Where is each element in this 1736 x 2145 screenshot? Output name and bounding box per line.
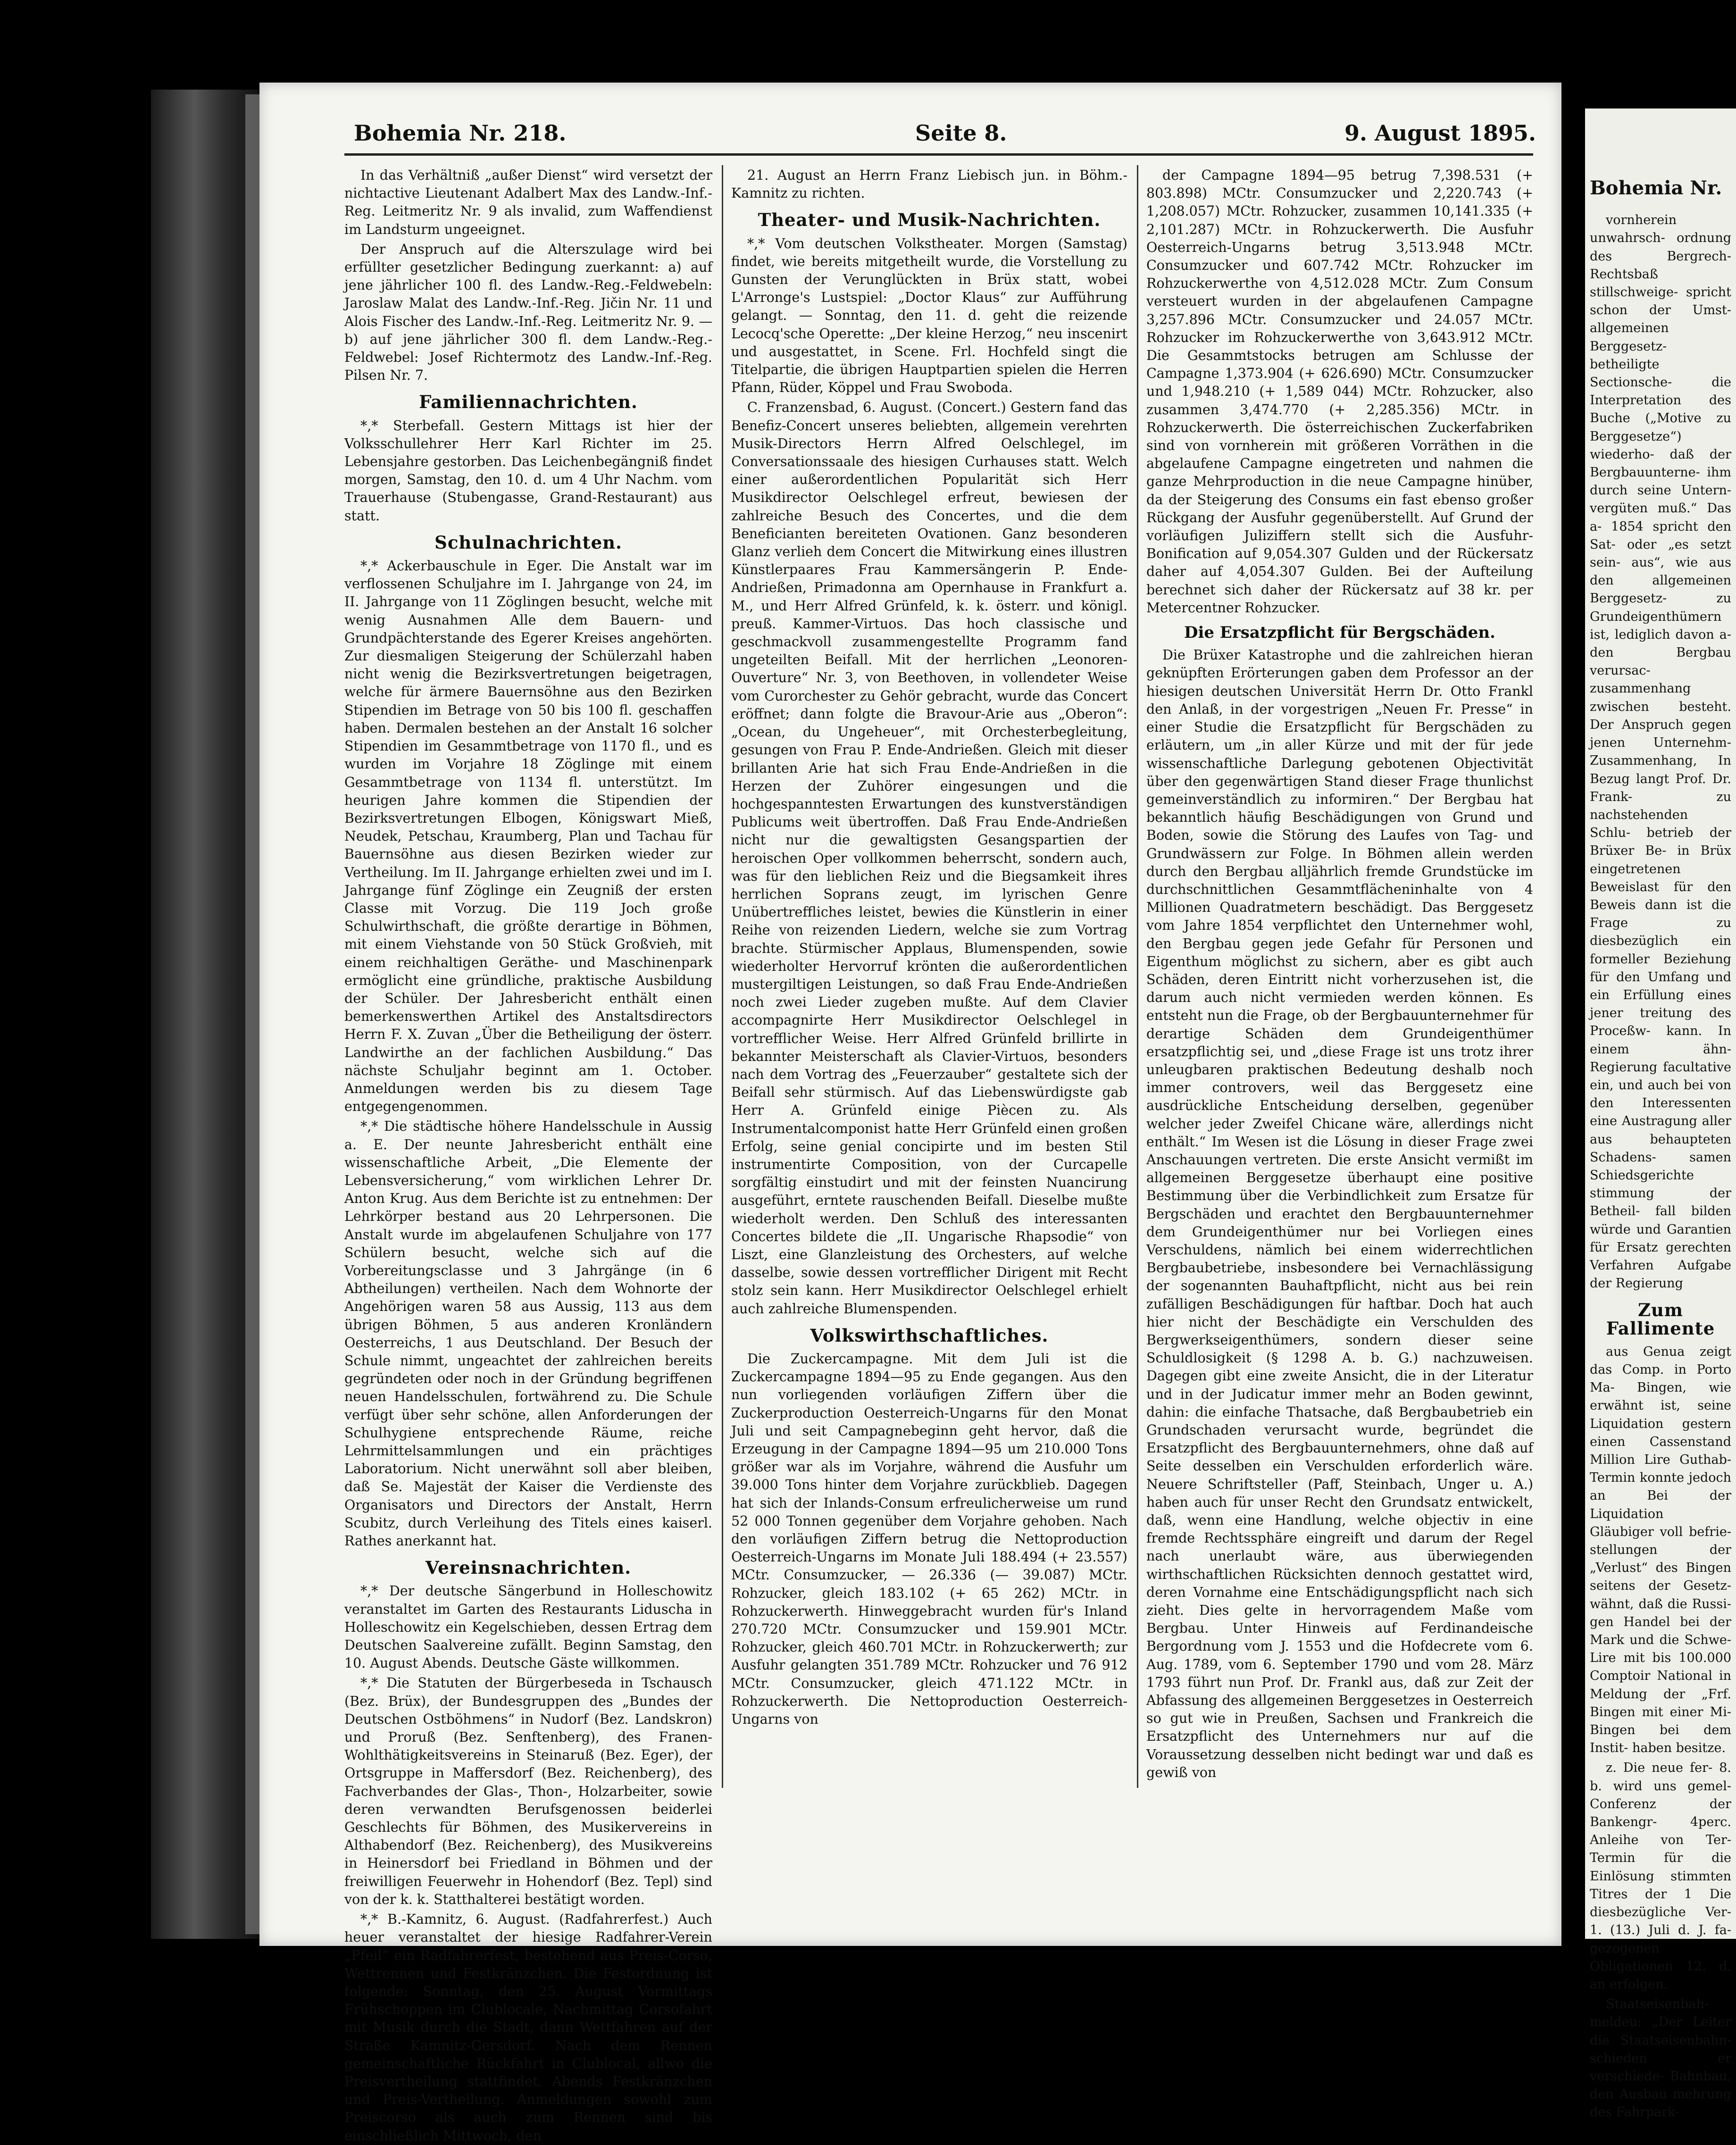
article-paragraph: *,* B.-Kamnitz, 6. August. (Radfahrerfest.) Auch heuer veranstaltet der hiesige Radfahrer-Verein „Pfeil“ ein Radfahrerfest, bestehend aus Preis-Corso, Wettrennen und Festkränzchen. Die Festordnung ist folgende: Sonntag, den 25. August Vormittags Frühschoppen im Clublocale, Nachmittag Corsofahrt mit Musik durch die Stadt, dann Wettfahren auf der Straße Kamnitz-Gersdorf. Nach dem Rennen gemeinschaftliche Rückfahrt in Clublocal, allwo die Preisvertheilung stattfindet. Abends Festkränzchen und Preis-Vertheilung. Anmeldungen sowohl zum Preiscorso als auch zum Rennen sind bis einschließlich Mittwoch, den bbox=[344, 1911, 712, 2144]
article-paragraph: *,* Die Statuten der Bürgerbeseda in Tschausch (Bez. Brüx), der Bundesgruppen des „Bundes der Deutschen Ostböhmens“ in Nudorf (Bez. Landskron) und Proruß (Bez. Senftenberg), des Franen-Wohlthätigkeitsvereins in Steinaruß (Bez. Eger), der Ortsgruppe in Maffersdorf (Bez. Reichenberg), des Fachverbandes der Glas-, Thon-, Holzarbeiter, sowie deren verwandten Berufsgenossen beiderlei Geschlechts für Böhmen, des Musikervereins in Althabendorf (Bez. Reichenberg), des Musikvereins in Heinersdorf bei Friedland in Böhmen und der freiwilligen Feuerwehr in Hohendorf (Bez. Tepl) sind von der k. k. Statthalterei bestätigt worden. bbox=[344, 1675, 712, 1907]
section-heading: Familiennachrichten. bbox=[419, 392, 638, 413]
article-paragraph: der Campagne 1894—95 betrug 7,398.531 (+ 803.898) MCtr. Consumzucker und 2,220.743 (+ 1,208.057) MCtr. Rohzucker, zusammen 10,141.335 (+ 2,101.287) MCtr. in Rohzuckerwerth. Die Ausfuhr Oesterreich-Ungarns betrug 3,513.948 MCtr. Consumzucker und 607.742 MCtr. Rohzucker im Rohzuckerwerthe von 4,512.028 MCtr. Zum Consum versteuert wurden in der abgelaufenen Campagne 3,257.896 MCtr. Consumzucker und 24.057 MCtr. Rohzucker im Rohzuckerwerthe von 3,643.912 MCtr. Die Gesammtstocks betrugen am Schlusse der Campagne 1,373.904 (+ 626.690) MCtr. Consumzucker und 1,948.210 (+ 1,589 044) MCtr. Rohzucker, also zusammen 3,474.770 (+ 2,285.356) MCtr. in Rohzuckerwerth. Die österreichischen Zuckerfabriken sind von vornherein mit größeren Vorräthen in die abgelaufene Campagne eingetreten und nahmen die ganze Mehrproduction in die neue Campagne hinüber, da der Steigerung des Consums ein fast ebenso großer Rückgang der Ausfuhr gegenüberstellt. Auf Grund der vorläufigen Juliziffern stellt sich die Ausfuhr-Bonification auf 9,054.307 Gulden und der Rückersatz daher auf 4,054.307 Gulden. Bei der Aufteilung berechnet sich daher der Rückersatz auf 38 kr. per Metercentner Rohzucker. bbox=[1146, 167, 1533, 616]
spine-edge bbox=[245, 94, 259, 1934]
article-paragraph: *,* Die städtische höhere Handelsschule in Aussig a. E. Der neunte Jahresbericht enthält eine wissenschaftliche Arbeit, „Die Elemente der Lebensversicherung,“ vom wirklichen Lehrer Dr. Anton Krug. Aus dem Berichte ist zu entnehmen: Der Lehrkörper bestand aus 20 Lehrpersonen. Die Anstalt wurde im abgelaufenen Schuljahre von 177 Schülern besucht, welche sich auf die Vorbereitungsclasse und 3 Jahrgänge (in 6 Abtheilungen) vertheilen. Nach dem Wohnorte der Angehörigen waren 58 aus Aussig, 113 aus dem übrigen Böhmen, 5 aus anderen Kronländern Oesterreichs, 1 aus Deutschland. Der Besuch der Schule nimmt, ungeachtet der zahlreichen bereits gegründeten oder noch in der Gründung begriffenen neuen Handelsschulen, fortwährend zu. Die Schule verfügt über sehr schöne, allen Anforderungen der Schulhygiene entsprechende Räume, reiche Lehrmittelsammlungen und ein prächtiges Laboratorium. Nicht unerwähnt soll aber bleiben, daß Se. Majestät der Kaiser die Verdienste des Organisators und Directors der Anstalt, Herrn Scubitz, durch Verleihung des Titels eines kaiserl. Rathes anerkannt hat. bbox=[344, 1118, 712, 1549]
article-heading: Die Ersatzpflicht für Bergschäden. bbox=[1184, 623, 1495, 643]
newspaper-page bbox=[259, 83, 1561, 2144]
article-paragraph: *,* Sterbefall. Gestern Mittags ist hier der Volksschullehrer Herr Karl Richter im 25. Lebensjahre gestorben. Das Leichenbegängniß findet morgen, Samstag, den 10. d. um 4 Uhr Nachm. vom Trauerhause (Stubengasse, Grand-Restaurant) aus statt. bbox=[344, 417, 712, 524]
article-paragraph: Die Zuckercampagne. Mit dem Juli ist die Zuckercampagne 1894—95 zu Ende gegangen. Aus den nun vorliegenden vorläufigen Ziffern über die Zuckerproduction Oesterreich-Ungarns für den Monat Juli und seit Campagnebeginn geht hervor, daß die Erzeugung in der Campagne 1894—95 um 210.000 Tons größer war als im Vorjahre, während die Ausfuhr um 39.000 Tons hinter dem Vorjahre zurückblieb. Dagegen hat sich der Inlands-Consum erfreulicherweise um rund 52 000 Tonnen gegenüber dem Vorjahre gehoben. Nach den vorläufigen Ziffern betrug die Nettoproduction Oesterreich-Ungarns im Monate Juli 188.494 (+ 23.557) MCtr. Consumzucker, — 26.336 (— 39.087) MCtr. Rohzucker, gleich 183.102 (+ 65 262) MCtr. in Rohzuckerwerth. Hinweggebracht wurden für's Inland 270.720 MCtr. Consumzucker und 159.901 MCtr. Rohzucker, gleich 460.701 MCtr. in Rohzuckerwerth; zur Ausfuhr gelangten 351.789 MCtr. Rohzucker und 76 912 MCtr. Consumzucker, gleich 471.122 MCtr. in Rohzuckerwerth. Die Nettoproduction Oesterreich-Ungarns von bbox=[731, 1351, 1127, 1728]
article-paragraph: vornherein unwahrsch- ordnung des Bergrech- Rechtsbaß stillschweige- spricht schon der Umst- allgemeinen Berggesetz- betheiligte Sectionsche- die Interpretation des Buche („Motive zu Berggesetze“) wiederho- daß der Bergbauunterne- ihm durch seine Untern- vergüten muß.“ Das a- 1854 spricht den Sat- oder „es setzt sein- aus“, wie aus den allgemeinen Berggesetz- zu Grundeigenthümern ist, lediglich davon a- den Bergbau verursac- zusammenhang zwischen besteht. Der Anspruch gegen jenen Unternehm- Zusammenhang, In Bezug langt Prof. Dr. Frank- zu nachstehenden Schlu- betrieb der Brüxer Be- in Brüx eingetretenen Beweislast für den Beweis dann ist die Frage zu diesbezüglich ein formeller Beziehung für den Umfang und ein Erfüllung eines jener treitung des Proceßw- kann. In einem ähn- Regierung facultative ein, und auch bei von den Interessenten eine Austragung aller aus behaupteten Schadens- samen Schiedsgerichte stimmung der Betheil- fall bilden würde und Garantien für Ersatz gerechten Verfahren Aufgabe der Regierung bbox=[1590, 213, 1731, 1291]
article-paragraph: *,* Vom deutschen Volkstheater. Morgen (Samstag) findet, wie bereits mitgetheilt wurde, die Vorstellung zu Gunsten der Verunglückten in Brüx statt, wobei L'Arronge's Lustspiel: „Doctor Klaus“ zur Aufführung gelangt. — Sonntag, den 11. d. geht die reizende Lecocq'sche Operette: „Der kleine Herzog,“ neu inscenirt und ausgestattet, in Scene. Frl. Hochfeld singt die Titelpartie, die übrigen Hauptpartien spielen die Herren Pfann, Rüder, Köppel und Frau Swoboda. bbox=[731, 235, 1127, 396]
article-paragraph: *,* Ackerbauschule in Eger. Die Anstalt war im verflossenen Schuljahre im I. Jahrgange von 24, im II. Jahrgange von 11 Zöglingen besucht, welche mit wenig Ausnahmen Alle dem Bauern- und Grundpächterstande des Egerer Kreises angehörten. Zur diesmaligen Steigerung der Schülerzahl haben nicht wenig die Bezirksvertretungen beigetragen, welche für ärmere Bauernsöhne aus den Bezirken Stipendien im Betrage von 50 bis 100 fl. geschaffen haben. Dermalen bestehen an der Anstalt 16 solcher Stipendien im Gesammtbetrage von 1170 fl., und es wurden im Vorjahre 18 Zöglinge mit einem Gesammtbetrage von 1134 fl. unterstützt. Im heurigen Jahre kommen die Stipendien der Bezirksvertretungen Elbogen, Königswart Mieß, Neudek, Petschau, Kraumberg, Plan und Tachau für Bauernsöhne aus diesen Bezirken wieder zur Vertheilung. Im II. Jahrgange erhielten zwei und im I. Jahrgange fünf Zöglinge ein Zeugniß der ersten Classe mit Vorzug. Die 119 Joch große Schulwirthschaft, die größte derartige in Böhmen, mit einem Viehstande von 50 Stück Großvieh, mit einem reichhaltigen Geräthe- und Maschinenpark ermöglicht eine gründliche, praktische Ausbildung der Schüler. Der Jahresbericht enthält einen bemerkenswerthen Artikel des Anstaltsdirectors Herrn F. X. Zuvan „Über die Betheiligung der österr. Landwirthe an der fachlichen Ausbildung.“ Das nächste Schuljahr beginnt am 1. October. Anmeldungen werden bis zu diesem Tage entgegengenommen. bbox=[344, 558, 712, 1115]
page-header-center: Seite 8. bbox=[915, 120, 1007, 146]
column-divider-2 bbox=[1137, 165, 1138, 1788]
article-paragraph: C. Franzensbad, 6. August. (Concert.) Gestern fand das Benefiz-Concert unseres beliebten, allgemein verehrten Musik-Directors Herrn Alfred Oelschlegel, im Conversationssaale des hiesigen Curhauses statt. Welch einer außerordentlichen Popularität sich Herr Musikdirector Oelschlegel erfreut, bewiesen der zahlreiche Besuch des Concertes, und die dem Beneficianten bereiteten Ovationen. Ganz besonderen Glanz verlieh dem Concert die Mitwirkung eines illustren Künstlerpaares Frau Kammersängerin P. Ende-Andrießen, Primadonna am Opernhause in Frankfurt a. M., und Herr Alfred Grünfeld, k. k. österr. und königl. preuß. Kammer-Virtuos. Das hoch classische und geschmackvoll zusammengestellte Programm fand ungeteilten Beifall. Mit der herrlichen „Leonoren-Ouverture“ Nr. 3, von Beethoven, in vollendeter Weise vom Curorchester zu Gehör gebracht, wurde das Concert eröffnet; dann folgte die Bravour-Arie aus „Oberon“: „Ocean, du Ungeheuer“, mit Orchesterbegleitung, gesungen von Frau P. Ende-Andrießen. Gleich mit dieser brillanten Arie hat sich Frau Ende-Andrießen in die Herzen der Zuhörer eingesungen und die hochgespanntesten Erwartungen des kunstverständigen Publicums weit übertroffen. Daß Frau Ende-Andrießen nicht nur die gewaltigsten Gesangspartien der heroischen Oper vollkommen beherrscht, sondern auch, was für den lieblichen Reiz und die Biegsamkeit ihres herrlichen Soprans zeugt, im lyrischen Genre Unübertreffliches leistet, bewies die Künstlerin in einer Reihe von reizenden Liedern, welche sie zum Vortrag brachte. Stürmischer Applaus, Blumenspenden, sowie wiederholter Hervorruf krönten die außerordentlichen mustergiltigen Leistungen, so daß Frau Ende-Andrießen noch zwei Lieder zugeben mußte. Auf dem Clavier accompagnirte Herr Musikdirector Oelschlegel in vortrefflicher Weise. Herr Alfred Grünfeld brillirte in bekannter Meisterschaft als Clavier-Virtuos, besonders nach dem Vortrag des „Feuerzauber“ gestaltete sich der Beifall sehr stürmisch. Auf das Liebenswürdigste gab Herr A. Grünfeld einige Piècen zu. Als Instrumentalcomponist hatte Herr Grünfeld einen großen Erfolg, seine genial concipirte und im besten Stil instrumentirte Composition, von der Curcapelle sorgfältig einstudirt und mit der feinsten Nuancirung ausgeführt, erntete rauschenden Beifall. Dieselbe mußte wiederholt werden. Den Schluß des interessanten Concertes bildete die „II. Ungarische Rhapsodie“ von Liszt, eine Glanzleistung des Orchesters, auf welche dasselbe, sowie dessen vortrefflicher Dirigent mit Recht stolz sein kann. Herr Musikdirector Oelschlegel erhielt auch zahlreiche Blumenspenden. bbox=[731, 400, 1127, 1317]
article-paragraph: z. Die neue fer- 8. b. wird uns gemel- Conferenz der Bankengr- 4perc. Anleihe von Ter- Termin für die Einlösung stimmten Titres der 1 Die diesbezügliche Ver- 1. (13.) Juli d. J. fa- gezogenen Obligationen 12. d. an erfolgen. bbox=[1590, 1761, 1731, 1992]
article-paragraph: Staatseisenbah- meldeu: „Der Leiter die Staatseisenbahn- schieden er verschiede- Bahnbau, den Ausbau mehrung des Fahrpark- bbox=[1590, 1997, 1731, 2120]
page-header-left: Bohemia Nr. 218. bbox=[354, 120, 567, 146]
article-paragraph: Die Brüxer Katastrophe und die zahlreichen hieran geknüpften Erörterungen gaben dem Professor an der hiesigen deutschen Universität Herrn Dr. Otto Frankl den Anlaß, in der vorgestrigen „Neuen Fr. Presse“ in einer Studie die Ersatzpflicht für Bergschäden zu erläutern, um „in aller Kürze und mit der für jede wissenschaftliche Darlegung gebotenen Objectivität über den gegenwärtigen Stand dieser Frage thunlichst gemeinverständlich zu informiren.“ Der Bergbau hat bekanntlich häufig Beschädigungen von Grund und Boden, sowie die Störung des Laufes von Tag- und Grundwässern zur Folge. In Böhmen allein werden durch den Bergbau alljährlich fremde Grundstücke im durchschnittlichen Gesammtflächeninhalte von 4 Millionen Quadratmetern beschädigt. Das Berggesetz vom Jahre 1854 verpflichtet den Unternehmer wohl, den Bergbau gegen jede Gefahr für Personen und Eigenthum möglichst zu sichern, aber es gibt auch Schäden, deren Eintritt nicht vorherzusehen ist, die darum auch nicht vermieden werden können. Es entsteht nun die Frage, ob der Bergbauunternehmer für derartige Schäden dem Grundeigenthümer ersatzpflichtig sei, und „diese Frage ist uns trotz ihrer unleugbaren praktischen Bedeutung deshalb noch immer controvers, weil das Berggesetz eine ausdrückliche Entscheidung derselben, gegenüber welcher jeder Zweifel Chicane wäre, allerdings nicht enthält.“ Im Wesen ist die Lösung in dieser Frage zwei Anschauungen vertreten. Die erste Ansicht vermißt im allgemeinen Berggesetze überhaupt eine positive Bestimmung über die Verbindlichkeit zum Ersatze für Bergschäden und erachtet den Bergbauunternehmer dem Grundeigenthümer nur bei Vorliegen eines Verschuldens, nämlich bei einem widerrechtlichen Bergbaubetriebe, insbesondere bei Vernachlässigung der sogenannten Bauhaftpflicht, nicht aus bei rein zufälligen Beschädigungen für haftbar. Doch hat auch hier nicht der Beschädigte ein Verschulden des Bergwerkseigenthümers, sondern dieser seine Schuldlosigkeit (§ 1298 A. b. G.) nachzuweisen. Dagegen gibt eine zweite Ansicht, die in der Literatur und in der Judicatur immer mehr an Boden gewinnt, dahin: die einfache Thatsache, daß Bergbaubetrieb ein Grundschaden verursacht wurde, begründet die Ersatzpflicht des Bergbauunternehmers, ohne daß auf Seite desselben ein Verschulden erforderlich wäre. Neuere Schriftsteller (Paff, Steinbach, Unger u. A.) haben auch für unser Recht den Grundsatz entwickelt, daß, wenn eine Handlung, welche objectiv in eine fremde Rechtssphäre eingreift und darum der Regel nach unerlaubt wäre, aus überwiegenden wirthschaftlichen Rücksichten dennoch gestattet wird, deren Vornahme eine Entschädigungspflicht nach sich zieht. Dies gelte in hervorragendem Maße vom Bergbau. Unter Hinweis auf Ferdinandeische Bergordnung vom J. 1553 und die Hofdecrete vom 6. Aug. 1789, vom 6. September 1790 und vom 28. März 1793 führt nun Prof. Dr. Frankl aus, daß zur Zeit der Abfassung des allgemeinen Berggesetzes in Oesterreich so gut wie in Preußen, Sachsen und Frankreich die Ersatzpflicht des Unternehmers nur auf die Voraussetzung desselben nicht bedingt war und daß es gewiß von bbox=[1146, 647, 1533, 1780]
article-paragraph: Der Anspruch auf die Alterszulage wird bei erfüllter gesetzlicher Bedingung zuerkannt: a) auf jene jährlicher 100 fl. des Landw.-Reg.-Feldwebeln: Jaroslaw Malat des Landw.-Inf.-Reg. Jičin Nr. 11 und Alois Fischer des Landw.-Inf.-Reg. Leitmeritz Nr. 9. — b) auf jene jährlicher 300 fl. dem Landw.-Reg.-Feldwebel: Josef Richtermotz des Landw.-Inf.-Reg. Pilsen Nr. 7. bbox=[344, 241, 712, 384]
book-spine bbox=[151, 90, 259, 1939]
header-rule bbox=[344, 153, 1533, 156]
column-divider-1 bbox=[722, 165, 723, 1788]
column-2 bbox=[731, 167, 1127, 1865]
column-3 bbox=[1146, 167, 1533, 1921]
page-header-right: 9. August 1895. bbox=[1344, 120, 1536, 146]
article-paragraph: In das Verhältniß „außer Dienst“ wird versetzt der nichtactive Lieutenant Adalbert Max des Landw.-Inf.-Reg. Leitmeritz Nr. 9 als invalid, zum Waffendienst im Landsturm ungeeignet. bbox=[344, 167, 712, 237]
section-heading: Schulnachrichten. bbox=[434, 532, 622, 553]
section-heading: Theater- und Musik-Nachrichten. bbox=[758, 209, 1101, 231]
article-paragraph: 21. August an Herrn Franz Liebisch jun. in Böhm.-Kamnitz zu richten. bbox=[731, 167, 1127, 201]
section-heading: Vereinsnachrichten. bbox=[425, 1557, 632, 1578]
column-1 bbox=[344, 167, 712, 2144]
adjacent-page bbox=[1585, 109, 1736, 2120]
article-paragraph: *,* Der deutsche Sängerbund in Holleschowitz veranstaltet im Garten des Restaurants Liduscha in Holleschowitz ein Kegelschieben, dessen Ertrag dem Deutschen Saalvereine zufällt. Beginn Samstag, den 10. August Abends. Deutsche Gäste willkommen. bbox=[344, 1583, 712, 1671]
column-4 bbox=[1590, 177, 1731, 2120]
section-heading: Zum Fallimente bbox=[1606, 1300, 1715, 1339]
page-header-left: Bohemia Nr. bbox=[1590, 177, 1722, 199]
section-heading: Volkswirthschaftliches. bbox=[810, 1325, 1049, 1346]
article-paragraph: aus Genua zeigt das Comp. in Porto Ma- Bingen, wie erwähnt ist, seine Liquidation gestern einen Cassenstand Million Lire Guthab- Termin konnte jedoch an Bei der Liquidation Gläubiger voll befrie- stellungen der „Verlust“ des Bingen seitens der Gesetz- wähnt, daß die Russi- gen Handel bei der Mark und die Schwe- Lire mit bis 100.000 Comptoir National in Meldung der „Frf. Bingen mit einer Mi- Bingen bei dem Instit- haben besitze. bbox=[1590, 1344, 1731, 1756]
